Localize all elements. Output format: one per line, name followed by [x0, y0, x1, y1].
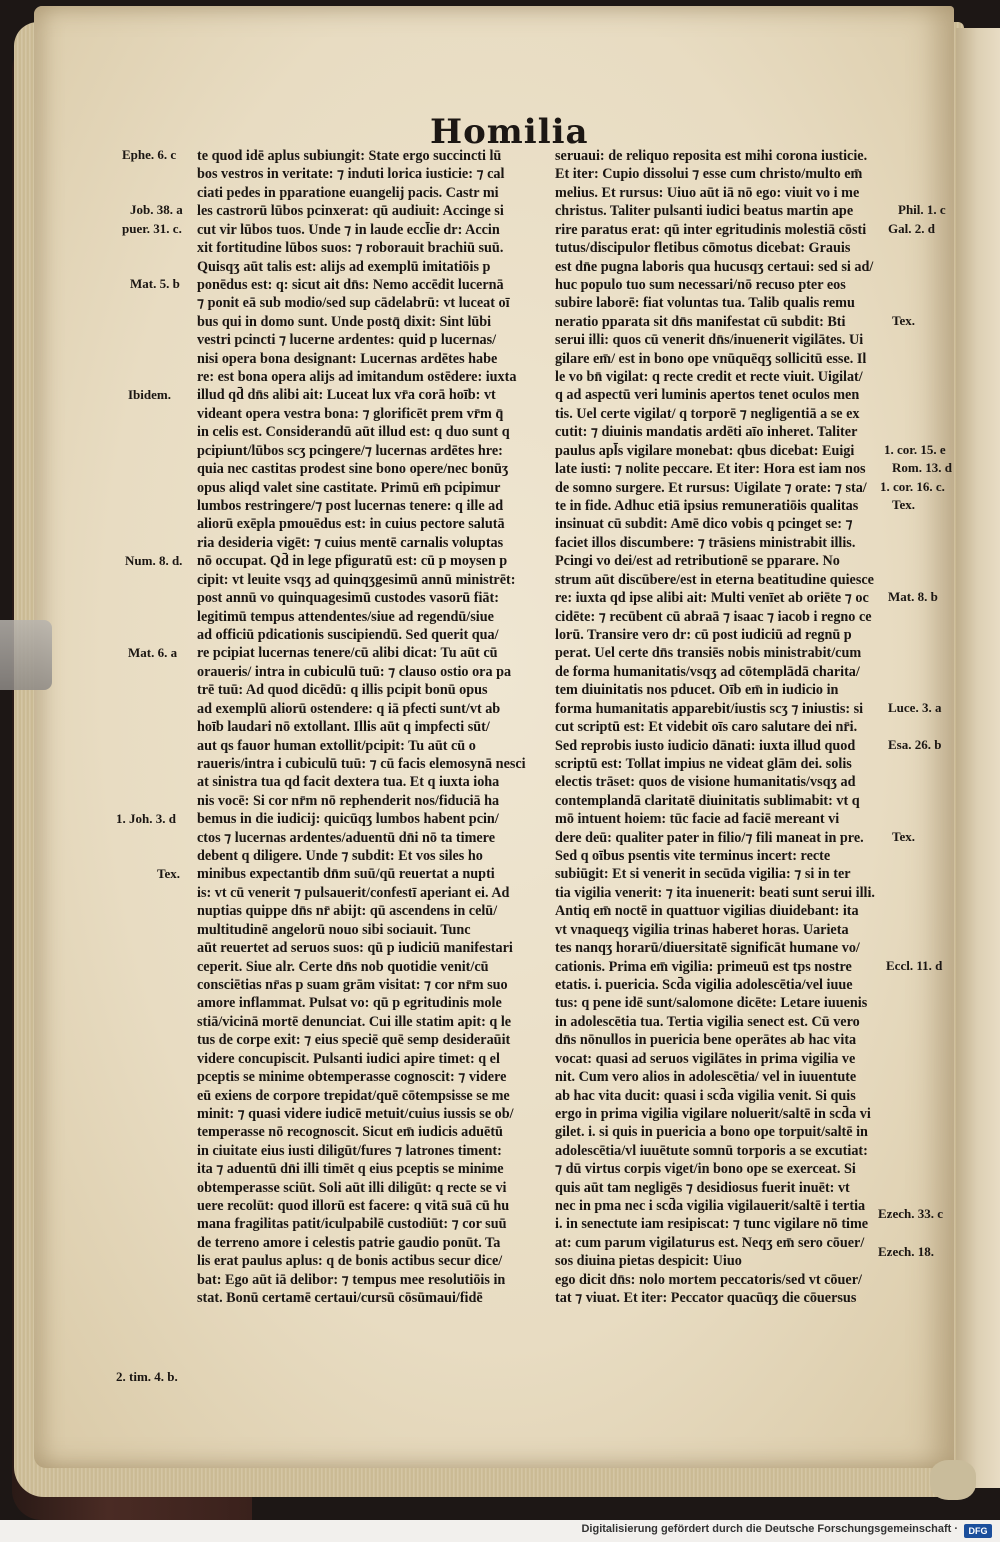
text-line: perat. Uel certe dn̄s transiēs nobis ministrabit/cum — [555, 645, 862, 662]
text-line: ad officiū pdicationis suscipiendū. Sed querit qua/ — [197, 626, 499, 643]
text-line: adolescētia/vl iuuētute somnū torporis a se excutiat: — [555, 1142, 868, 1159]
text-line: minit: ⁊ quasi videre iudicē metuit/cuius iussis se ob/ — [197, 1105, 514, 1122]
text-line: i. in senectute iam resipiscat: ⁊ tunc vigilare nō time — [555, 1216, 869, 1233]
dfg-logo: DFG — [964, 1524, 992, 1538]
text-line: at sinistra tua qd facit dextera tua. Et q iuxta ioha — [197, 774, 500, 791]
text-line: bus qui in domo sunt. Unde postq̄ dixit: Sint lūbi — [197, 313, 492, 330]
text-line: videant opera vestra bona: ⁊ glorificēt prem vr̄m q̄ — [197, 405, 504, 422]
text-line: serui illi: quos cū venerit dn̄s/inuenerit vigilātes. Ui — [555, 332, 864, 349]
text-line: ad exemplū aliorū ostendere: q iā pfecti sunt/vt ab — [197, 700, 501, 717]
text-line: lorū. Transire vero dr: cū post iudiciū ad regnū p — [555, 626, 852, 643]
text-line: Antiq em̄ noctē in quattuor vigilias diuidebant: ita — [555, 903, 859, 920]
facing-page-edge — [956, 28, 1000, 1488]
margin-note: Ephe. 6. c — [122, 147, 177, 162]
text-line: in ciuitate eius iusti diligūt/fures ⁊ latrones timent: — [197, 1142, 502, 1159]
text-line: gilare em̄/ est in bono ope vnūquēqʒ sollicitū esse. Il — [555, 350, 867, 367]
text-line: dn̄s nōnullos in puericia bene operātes ab hac vita — [555, 1032, 857, 1049]
margin-note: Mat. 8. b — [888, 589, 938, 604]
funding-credit: Digitalisierung gefördert durch die Deutsche Forschungsgemeinschaft · — [581, 1523, 958, 1535]
text-line: neratio pparata sit dn̄s manifestat cū subdit: Bti — [555, 313, 846, 330]
text-line: ego dicit dn̄s: nolo mortem peccatoris/sed vt cōuer/ — [555, 1271, 862, 1288]
margin-note: Mat. 6. a — [128, 645, 178, 660]
text-line: bemus in die iudicij: quicūqʒ lumbos habent pcin/ — [197, 811, 499, 828]
text-line: huc populo tuo sum necessari/nō recuso pter eos — [555, 276, 846, 293]
text-line: nec in pma nec i scd̄a vigilia vigilauerit/saltē i tertia — [555, 1198, 866, 1215]
text-line: ceperit. Siue alr. Certe dn̄s nob quotidie venit/cū — [197, 958, 489, 975]
margin-note: puer. 31. c. — [122, 221, 182, 236]
text-line: late iusti: ⁊ nolite peccare. Et iter: Hora est iam nos — [555, 461, 866, 478]
text-line: vocat: quasi ad seruos vigilātes in prima vigilia ve — [555, 1050, 856, 1067]
margin-note: Tex. — [892, 829, 915, 844]
text-line: de terreno amore i celestis patrie gaudio ponūt. Ta — [197, 1234, 501, 1251]
text-line: ctos ⁊ lucernas ardentes/aduentū dn̄i nō ta timere — [197, 829, 496, 846]
text-line: stiā/vicinā mortē denunciat. Cui ille statim apit: q le — [197, 1013, 512, 1030]
text-line: gilet. i. si quis in puericia a bono ope torpuit/saltē in — [555, 1124, 868, 1141]
text-line: subire laborē: fiat voluntas tua. Talib qualis remu — [555, 295, 855, 312]
text-line: ita ⁊ aduentū dn̄i illi timēt q eius pceptis se minime — [197, 1161, 504, 1178]
text-line: multitudinē angelorū nouo sibi sociauit. Tunc — [197, 921, 471, 938]
margin-note: Esa. 26. b — [888, 737, 942, 752]
text-line: cationis. Prima em̄ vigilia: primeuū est tps nostre — [555, 958, 852, 975]
margin-note: Tex. — [157, 866, 180, 881]
text-line: bos vestros in veritate: ⁊ induti lorica iusticie: ⁊ cal — [197, 166, 505, 183]
text-line: eū exiens de corpore trepidat/quē cōtempsisse se me — [197, 1087, 510, 1104]
text-line: strum aūt discūbere/est in eterna beatitudine quiesce — [555, 571, 874, 588]
text-line: nit. Cum vero alios in adolescētia/ vel in iuuentute — [555, 1069, 857, 1086]
text-line: vt vnaqueqʒ vigilia trinas haberet horas. Uarieta — [555, 921, 849, 938]
text-line: paulus apl̄s vigilare monebat: qbus dicebat: Euigi — [555, 442, 855, 459]
text-line: scriptū est: Tollat impius ne videat glām dei. solis — [555, 755, 852, 772]
text-line: aūt reuertet ad seruos suos: qū p iudiciū manifestari — [197, 940, 513, 957]
text-line: nis vocē: Si cor nr̄m nō rephenderit nos/fiduciā ha — [197, 792, 500, 809]
text-line: Sed q oībus psentis vite terminus incert: recte — [555, 848, 831, 865]
text-line: illud qd̄ dn̄s alibi ait: Luceat lux vr̄a corā hoīb: vt — [197, 387, 496, 404]
text-line: Sed reprobis iusto iudicio dānati: iuxta illud quod — [555, 737, 856, 754]
text-line: Et iter: Cupio dissolui ⁊ esse cum christo/multo em̄ — [555, 166, 863, 183]
text-line: aut qs fauor human extollit/pcipit: Tu aūt cū o — [197, 737, 476, 754]
text-line: q ad aspectū veri luminis apertos tenet oculos men — [555, 387, 860, 404]
text-line: nō occupat. Qd̄ in lege pfiguratū est: cū p moysen p — [197, 553, 508, 570]
text-line: minibus expectantib dn̄m suū/qū reuertat a nupti — [197, 866, 495, 883]
text-line: nisi opera bona designant: Lucernas ardētes habe — [197, 350, 498, 367]
text-line: ria desideria vigēt: ⁊ cuius mentē carnalis voluptas — [197, 534, 504, 551]
text-line: vestri pcincti ⁊ lucerne ardentes: quid p lucernas/ — [197, 332, 497, 349]
text-line: christus. Taliter pulsanti iudici beatus martin ape — [555, 203, 854, 220]
text-line: pceptis se minime obtemperasse cognoscit: ⁊ videre — [197, 1069, 507, 1086]
right-text-column — [555, 147, 883, 1307]
margin-note: Ezech. 33. c — [878, 1206, 943, 1221]
text-line: subiūgit: Et si venerit in secūda vigilia: ⁊ si in ter — [555, 866, 851, 883]
text-line: de somno surgere. Et rursus: Uigilate ⁊ orate: ⁊ sta/ — [555, 479, 867, 496]
text-line: quia nec castitas prodest sine bono opere/nec bonūʒ — [197, 461, 509, 478]
text-line: stat. Bonū certamē certaui/cursū cōsūmaui/fidē — [197, 1290, 483, 1307]
text-line: Quisqʒ aūt talis est: alijs ad exemplū imitatiōis p — [197, 258, 491, 275]
text-line: post annū vo quinquagesimū custodes vasorū fiāt: — [197, 590, 499, 607]
text-line: electis trāset: quos de visione humanitatis/vsqʒ ad — [555, 774, 856, 791]
text-line: tus de corpe exit: ⁊ eius speciē quē semp desideraūit — [197, 1032, 511, 1049]
text-line: legitimū tempus attendentes/siue ad regendū/siue — [197, 608, 494, 625]
text-line: ergo in prima vigilia vigilare noluerit/saltē in scd̄a vi — [555, 1105, 871, 1122]
running-title: Homilia — [430, 112, 589, 152]
text-line: lumbos restringere/⁊ post lucernas tenere: q ille ad — [197, 498, 504, 515]
margin-note: 1. cor. 16. c. — [880, 479, 945, 494]
text-line: tutus/discipulor fletibus cōmotus dicebat: Grauis — [555, 240, 851, 257]
text-line: re pcipiat lucernas tenere/cū alibi dicat: Tu aūt cū — [197, 645, 498, 662]
text-line: cut scriptū est: Et videbit oīs caro salutare dei nr̄i. — [555, 719, 858, 736]
margin-note: Gal. 2. d — [888, 221, 935, 236]
text-line: raueris/intra i cubiculū tuū: ⁊ cū facis elemosynā nesci — [197, 755, 526, 772]
text-line: cut vir lūbos tuos. Unde ⁊ in laude eccl̄ie dr: Accin — [197, 221, 500, 238]
text-line: tem diuinitatis nos pducet. Oīb em̄ in iudicio in — [555, 682, 839, 699]
text-line: trē tuū: Ad quod dicēdū: q illis pcipit bonū opus — [197, 682, 488, 699]
text-line: re: iuxta qd ipse alibi ait: Multi venīet ab oriēte ⁊ oc — [555, 590, 869, 607]
text-line: mana fragilitas patit/iculpabilē custodiūt: ⁊ cor suū — [197, 1216, 507, 1233]
text-line: videre concupiscit. Pulsanti iudici apire timet: q el — [197, 1050, 500, 1067]
text-line: quis aūt tam negligēs ⁊ desidiosus fuerit inuēt: vt — [555, 1179, 850, 1196]
text-line: faciet illos discumbere: ⁊ trāsiens ministrabit illis. — [555, 534, 856, 551]
text-line: temperasse nō recognoscit. Sicut em̄ iudicis aduētū — [197, 1124, 503, 1141]
text-line: ⁊ ponit eā sub modio/sed sup cādelabrū: vt luceat oī — [197, 295, 510, 312]
text-line: etatis. i. puericia. Scd̄a vigilia adolescētia/vel iuue — [555, 976, 853, 993]
text-line: ⁊ dū virtus corpis viget/in bono ope se exerceat. Si — [555, 1161, 856, 1178]
margin-note: Ibidem. — [128, 387, 171, 402]
margin-note: Luce. 3. a — [888, 700, 942, 715]
text-line: cipit: vt leuite vsqʒ ad quinqʒgesimū annū ministrēt: — [197, 571, 516, 588]
bookmark-ribbon — [0, 620, 52, 690]
text-line: seruaui: de reliquo reposita est mihi corona iusticie. — [555, 148, 868, 164]
margin-note: Ezech. 18. — [878, 1244, 934, 1259]
text-line: les castrorū lūbos pcinxerat: qū audiuit: Accinge si — [197, 203, 504, 220]
text-line: contemplandā claritatē diuinitatis sublimabit: vt q — [555, 792, 860, 809]
margin-note: 1. Joh. 3. d — [116, 811, 176, 826]
text-line: ponēdus est: q: sicut ait dn̄s: Nemo accēdit lucernā — [197, 276, 504, 293]
text-line: xit fortitudine lūbos suos: ⁊ roborauit brachiū suū. — [197, 240, 504, 257]
text-line: obtemperasse sciūt. Soli aūt illi diligūt: q recte se vi — [197, 1179, 507, 1196]
text-line: tat ⁊ viuat. Et iter: Peccator quacūqʒ die cōuersus — [555, 1290, 857, 1307]
text-line: debent q diligere. Unde ⁊ subdit: Et vos siles ho — [197, 848, 483, 865]
text-line: melius. Et rursus: Uiuo aūt iā nō ego: viuit vo i me — [555, 184, 860, 201]
text-line: hoīb laudari nō extollant. Illis aūt q impfecti sūt/ — [197, 719, 490, 736]
text-line: consciētias nr̄as p suam grām visitat: ⁊ cor nr̄m suo — [197, 976, 508, 993]
text-line: aliorū exēpla pmouēdus est: in cuius pectore salutā — [197, 516, 505, 533]
text-line: uere recolūt: quod illorū est facere: q vitā suā cū hu — [197, 1198, 510, 1215]
margin-note: Tex. — [892, 497, 915, 512]
text-line: tes nanqʒ horarū/diuersitatē significāt humane vo/ — [555, 940, 860, 957]
text-line: te quod idē aplus subiungit: State ergo succincti lū — [197, 148, 502, 164]
text-line: insinuat cū subdit: Amē dico vobis q pcinget se: ⁊ — [555, 516, 853, 533]
margin-note: 2. tim. 4. b. — [116, 1369, 178, 1384]
text-line: ciati pedes in pparatione euangelij pacis. Castr mi — [197, 184, 499, 201]
text-line: tis. Uel certe vigilat/ q torporē ⁊ negligentiā a se ex — [555, 405, 860, 422]
text-line: rire paratus erat: qū inter egritudinis molestiā cōsti — [555, 221, 867, 238]
footer-bar — [0, 1520, 1000, 1542]
text-line: bat: Ego aūt iā delibor: ⁊ tempus mee resolutiōis in — [197, 1271, 506, 1288]
text-line: is: vt cū venerit ⁊ pulsauerit/confestī aperiant ei. Ad — [197, 884, 510, 901]
text-line: tus: q pene idē sunt/salomone dicēte: Letare iuuenis — [555, 995, 868, 1012]
text-line: te in fide. Adhuc etiā ipsius remuneratiōis qualitas — [555, 498, 859, 515]
text-line: le vo bn̄ vigilat: q recte credit et recte viuit. Uigilat/ — [555, 369, 863, 386]
text-line: oraueris/ intra in cubiculū tuū: ⁊ clauso ostio ora pa — [197, 663, 512, 680]
text-line: pcipiunt/lūbos scʒ pcingere/⁊ lucernas ardētes hre: — [197, 442, 503, 459]
tassel — [930, 1460, 976, 1500]
text-line: nuptias quippe dn̄s nr̄ abijt: qū ascendens in celū/ — [197, 903, 498, 920]
margin-note: Num. 8. d. — [125, 553, 183, 568]
text-line: forma humanitatis apparebit/iustis scʒ ⁊ iniustis: si — [555, 700, 864, 717]
margin-note: Eccl. 11. d — [886, 958, 943, 973]
margin-note: 1. cor. 15. e — [884, 442, 946, 457]
text-line: in celis est. Considerandū aūt illud est: q duo sunt q — [197, 424, 510, 441]
text-line: amore inflammat. Pulsat vo: qū p egritudinis mole — [197, 995, 502, 1012]
text-line: est dn̄e pugna laboris qua hucusqʒ certaui: sed si ad/ — [555, 258, 874, 275]
margin-note: Phil. 1. c — [898, 202, 946, 217]
text-line: at: cum parum vigilaturus est. Neqʒ em̄ sero cōuer/ — [555, 1234, 865, 1251]
text-line: opus aliqd valet sine castitate. Primū em̄ pcipimur — [197, 479, 501, 496]
text-line: cidēte: ⁊ recūbent cū abraā ⁊ isaac ⁊ iacob i regno ce — [555, 608, 872, 625]
margin-note: Rom. 13. d — [892, 460, 952, 475]
text-line: mō intuent hoiem: tūc facie ad faciē mereant vi — [555, 811, 840, 828]
text-line: tia vigilia venerit: ⁊ ita inuenerit: beati sunt serui illi. — [555, 884, 875, 901]
text-line: dere deū: qualiter pater in filio/⁊ fili maneat in pre. — [555, 829, 864, 846]
text-line: re: est bona opera alijs ad imitandum ostēdere: iuxta — [197, 369, 517, 386]
margin-note: Tex. — [892, 313, 915, 328]
margin-note: Mat. 5. b — [130, 276, 180, 291]
text-line: ab hac vita ducit: quasi i scd̄a vigilia venit. Si quis — [555, 1087, 856, 1104]
text-line: in adolescētia tua. Tertia vigilia senect est. Cū vero — [555, 1013, 860, 1030]
text-line: de forma humanitatis/vsqʒ ad cōtemplādā charita/ — [555, 663, 860, 680]
left-text-column — [197, 147, 537, 1307]
text-line: sos diuina pietas despicit: Uiuo — [555, 1253, 742, 1270]
text-line: Pcingi vo dei/est ad retributionē se pparare. No — [555, 553, 840, 570]
margin-note: Job. 38. a — [130, 202, 183, 217]
text-line: cutit: ⁊ diuinis mandatis ardēti aīo inheret. Taliter — [555, 424, 858, 441]
text-line: lis erat paulus aplus: q de bonis actibus secur dice/ — [197, 1253, 503, 1270]
